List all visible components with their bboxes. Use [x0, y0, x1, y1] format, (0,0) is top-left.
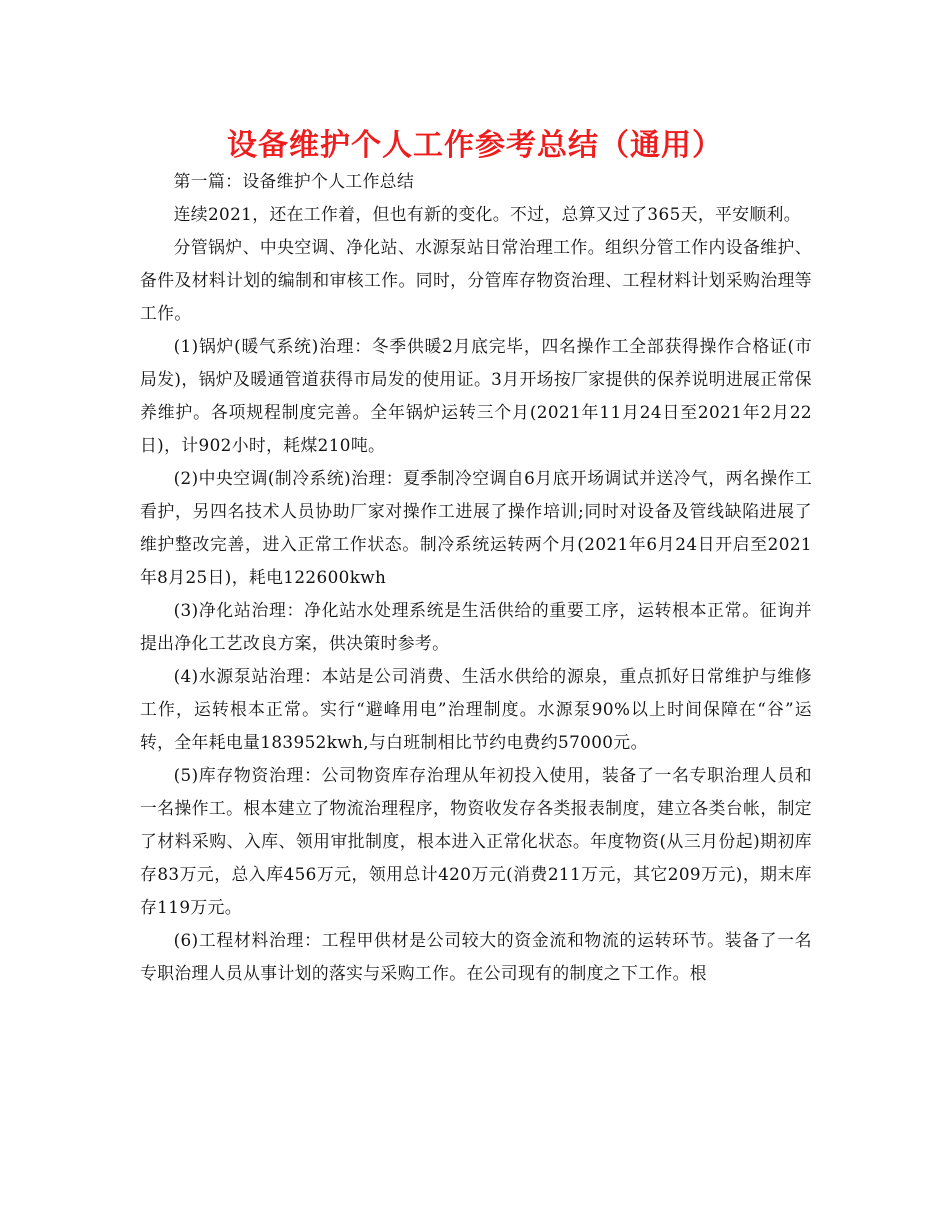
- section-heading: 第一篇：设备维护个人工作总结: [173, 171, 415, 191]
- paragraph-purification-station: (3)净化站治理：净化站水处理系统是生活供给的重要工序，运转根本正常。征询并提出净化工艺改良方案，供决策时参考。: [140, 600, 812, 653]
- paragraph-engineering-materials: (6)工程材料治理：工程甲供材是公司较大的资金流和物流的运转环节。装备了一名专职治理人员从事计划的落实与采购工作。在公司现有的制度之下工作。根: [140, 930, 812, 983]
- document-body: [140, 166, 812, 990]
- paragraph-inventory: (5)库存物资治理：公司物资库存治理从年初投入使用，装备了一名专职治理人员和一名操作工。根本建立了物流治理程序，物资收发存各类报表制度，建立各类台帐，制定了材料采购、入库、领用审批制度，根本进入正常化状态。年度物资(从三月份起)期初库存83万元，总入库456万元，领用总计420万元(消费211万元，其它209万元)，期末库存119万元。: [140, 765, 812, 917]
- document-title: 设备维护个人工作参考总结（通用）: [227, 128, 723, 163]
- paragraph-responsibilities: 分管锅炉、中央空调、净化站、水源泵站日常治理工作。组织分管工作内设备维护、备件及材料计划的编制和审核工作。同时，分管库存物资治理、工程材料计划采购治理等工作。: [140, 237, 812, 323]
- paragraph-boiler: (1)锅炉(暖气系统)治理：冬季供暖2月底完毕，四名操作工全部获得操作合格证(市局发)，锅炉及暖通管道获得市局发的使用证。3月开场按厂家提供的保养说明进展正常保养维护。各项规程制度完善。全年锅炉运转三个月(2021年11月24日至2021年2月22日)，计902小时，耗煤210吨。: [140, 336, 812, 455]
- paragraph-water-pump-station: (4)水源泵站治理：本站是公司消费、生活水供给的源泉，重点抓好日常维护与维修工作，运转根本正常。实行“避峰用电”治理制度。水源泵90%以上时间保障在“谷”运转，全年耗电量183952kwh,与白班制相比节约电费约57000元。: [140, 666, 812, 752]
- paragraph-central-ac: (2)中央空调(制冷系统)治理：夏季制冷空调自6月底开场调试并送冷气，两名操作工看护，另四名技术人员协助厂家对操作工进展了操作培训;同时对设备及管线缺陷进展了维护整改完善，进入正常工作状态。制冷系统运转两个月(2021年6月24日开启至2021年8月25日)，耗电122600kwh: [140, 468, 812, 587]
- paragraph-intro: 连续2021，还在工作着，但也有新的变化。不过，总算又过了365天，平安顺利。: [173, 204, 801, 224]
